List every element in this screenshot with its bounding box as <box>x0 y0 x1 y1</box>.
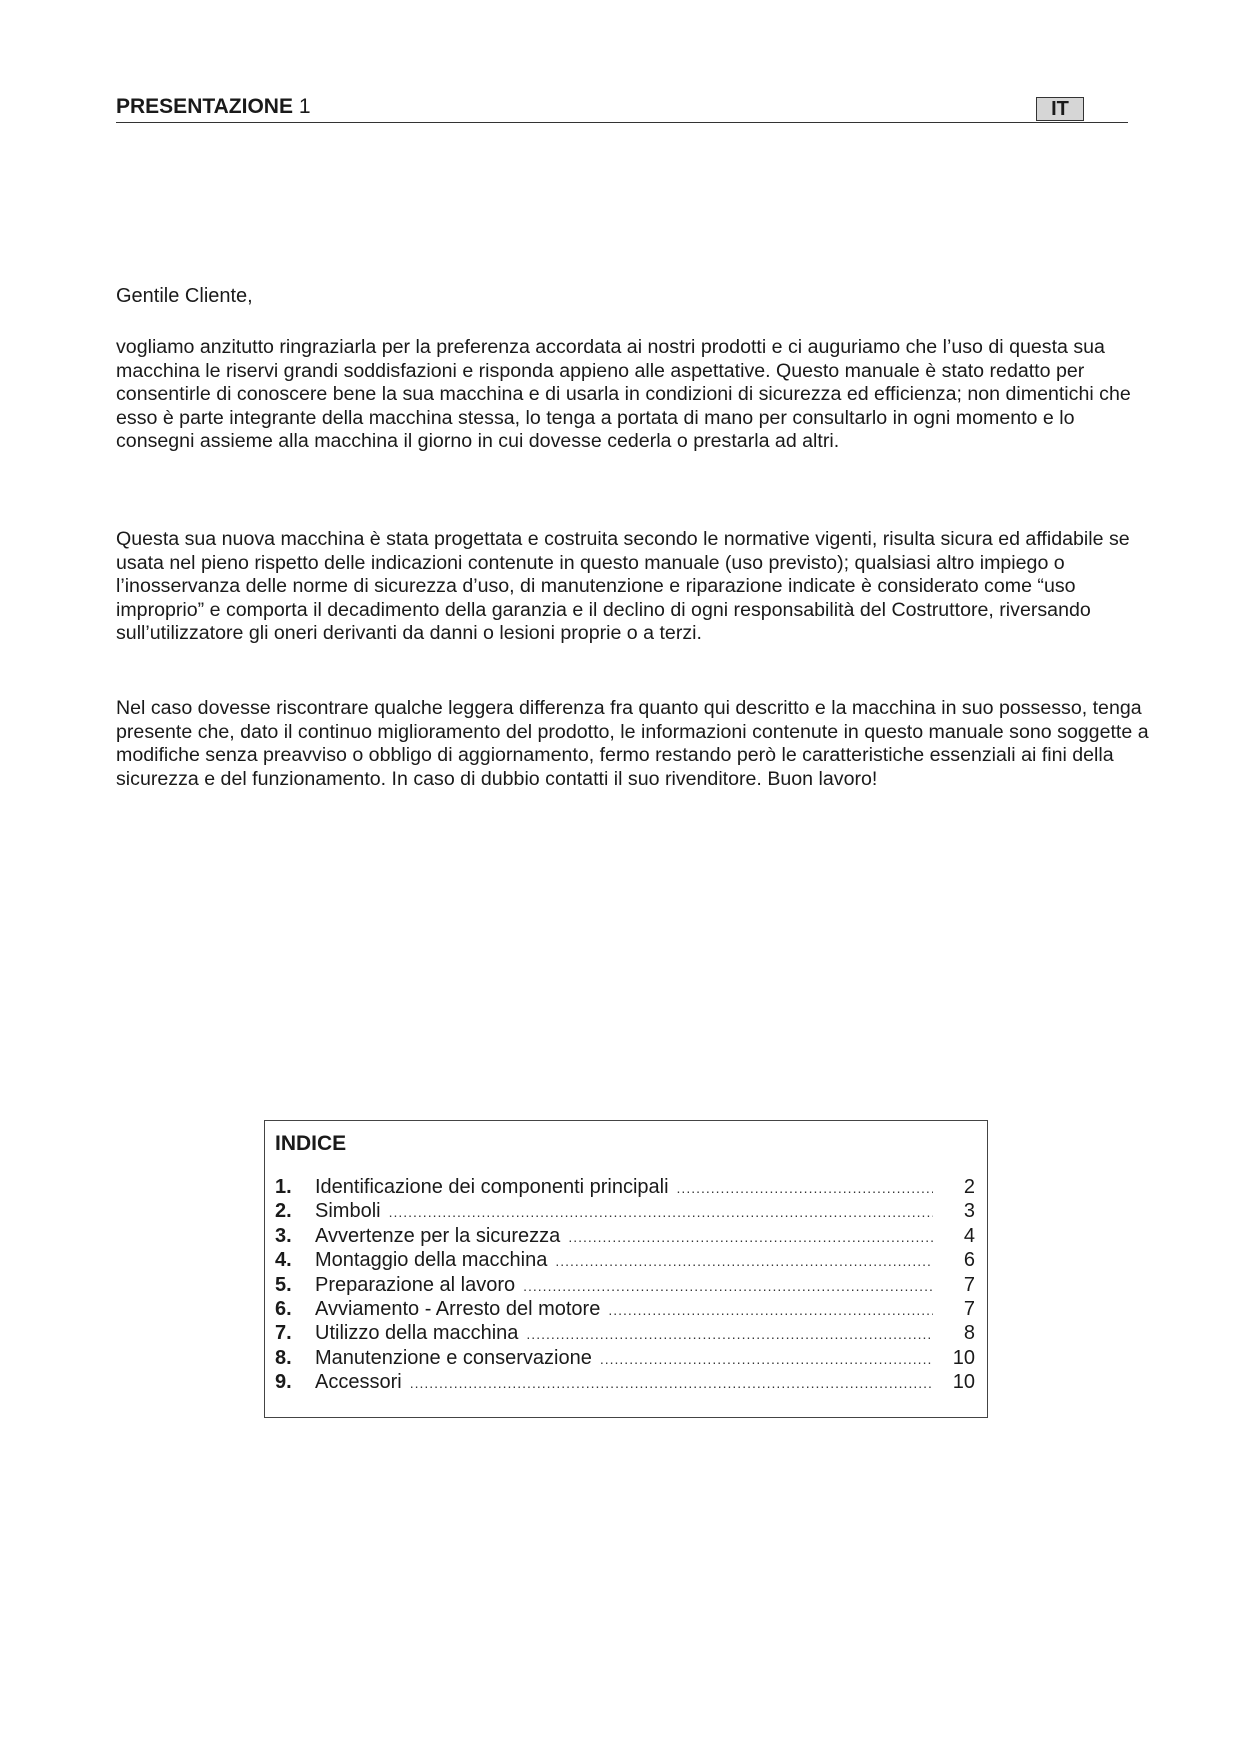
toc-leader-dots <box>568 1225 933 1249</box>
page-header <box>116 94 1128 123</box>
toc-item-number: 1. <box>275 1176 292 1198</box>
toc-item[interactable] <box>275 1273 975 1297</box>
toc-item-label: Montaggio della macchina <box>315 1249 548 1272</box>
intro-paragraph: vogliamo anzitutto ringraziarla per la preferenza accordata ai nostri prodotti e ci auguriamo che l’uso di questa sua macchina le riservi grandi soddisfazioni e risponda appieno alle aspettative. Questo manuale è stato redatto per consentirle di conoscere bene la sua macchina e di usarla in condizioni di sicurezza ed efficienza; non dimentichi che esso è parte integrante della macchina stessa, lo tenga a portata di mano per consultarlo in ogni momento e lo consegni assieme alla macchina il giorno in cui dovesse cederla o prestarla ad altri. <box>116 336 1131 453</box>
updates-paragraph: Nel caso dovesse riscontrare qualche leggera differenza fra quanto qui descritto e la macchina in suo possesso, tenga presente che, dato il continuo miglioramento del prodotto, le informazioni contenute in questo manuale sono soggette a modifiche senza preavviso o obbligo di aggiornamento, fermo restando però le caratteristiche essenziali ai fini della sicurezza e del funzionamento. In caso di dubbio contatti il suo rivenditore. Buon lavoro! <box>116 697 1149 790</box>
toc-leader-dots <box>608 1298 933 1322</box>
toc-item-number: 8. <box>275 1346 292 1369</box>
toc-item[interactable] <box>275 1370 975 1394</box>
toc-leader-dots <box>389 1200 933 1224</box>
toc-leader-dots <box>526 1322 933 1346</box>
table-of-contents <box>264 1120 988 1418</box>
toc-item[interactable] <box>275 1321 975 1345</box>
toc-item-label: Manutenzione e conservazione <box>315 1346 592 1369</box>
toc-item-label: Identificazione dei componenti principali <box>315 1176 669 1198</box>
toc-item[interactable] <box>275 1224 975 1248</box>
section-title <box>116 94 311 120</box>
toc-item-number: 6. <box>275 1297 292 1320</box>
greeting: Gentile Cliente, <box>116 285 253 307</box>
toc-item-page: 8 <box>963 1322 975 1345</box>
toc-item-number: 7. <box>275 1322 292 1345</box>
toc-item-page: 2 <box>963 1176 975 1198</box>
toc-leader-dots <box>555 1249 933 1273</box>
toc-item-number: 4. <box>275 1249 292 1272</box>
toc-item-page: 10 <box>952 1371 975 1394</box>
toc-leader-dots <box>410 1371 933 1395</box>
toc-item-page: 10 <box>952 1346 975 1369</box>
toc-item-label: Avviamento - Arresto del motore <box>315 1297 601 1320</box>
toc-item[interactable] <box>275 1297 975 1321</box>
toc-item-label: Accessori <box>315 1371 402 1394</box>
toc-list <box>275 1175 975 1395</box>
toc-leader-dots <box>677 1176 933 1200</box>
toc-item-number: 2. <box>275 1200 292 1223</box>
toc-item[interactable] <box>275 1248 975 1272</box>
toc-item-label: Avvertenze per la sicurezza <box>315 1224 561 1247</box>
safety-paragraph: Questa sua nuova macchina è stata progettata e costruita secondo le normative vigenti, risulta sicura ed affidabile se usata nel pieno rispetto delle indicazioni contenute in questo manuale (uso previsto); qualsiasi altro impiego o l’inosservanza delle norme di sicurezza d’uso, di manutenzione e riparazione indicate è considerato come “uso improprio” e comporta il decadimento della garanzia e il declino di ogni responsabilità del Costruttore, riversando sull’utilizzatore gli oneri derivanti da danni o lesioni proprie o a terzi. <box>116 528 1130 645</box>
toc-item-label: Preparazione al lavoro <box>315 1273 516 1296</box>
toc-item-page: 7 <box>963 1297 975 1320</box>
section-page-number: 1 <box>298 95 311 118</box>
toc-item[interactable] <box>275 1175 975 1199</box>
toc-leader-dots <box>600 1347 933 1371</box>
toc-item[interactable] <box>275 1346 975 1370</box>
section-name: PRESENTAZIONE <box>116 95 293 118</box>
toc-item-page: 7 <box>963 1273 975 1296</box>
toc-item[interactable] <box>275 1199 975 1223</box>
toc-item-page: 6 <box>963 1249 975 1272</box>
toc-item-number: 5. <box>275 1273 292 1296</box>
toc-item-number: 9. <box>275 1371 292 1394</box>
toc-item-page: 4 <box>963 1224 975 1247</box>
toc-item-label: Utilizzo della macchina <box>315 1322 519 1345</box>
language-badge: IT <box>1036 97 1084 121</box>
toc-item-label: Simboli <box>315 1200 381 1223</box>
toc-item-number: 3. <box>275 1224 292 1247</box>
toc-leader-dots <box>523 1274 933 1298</box>
toc-title: INDICE <box>275 1132 347 1155</box>
toc-item-page: 3 <box>963 1200 975 1223</box>
